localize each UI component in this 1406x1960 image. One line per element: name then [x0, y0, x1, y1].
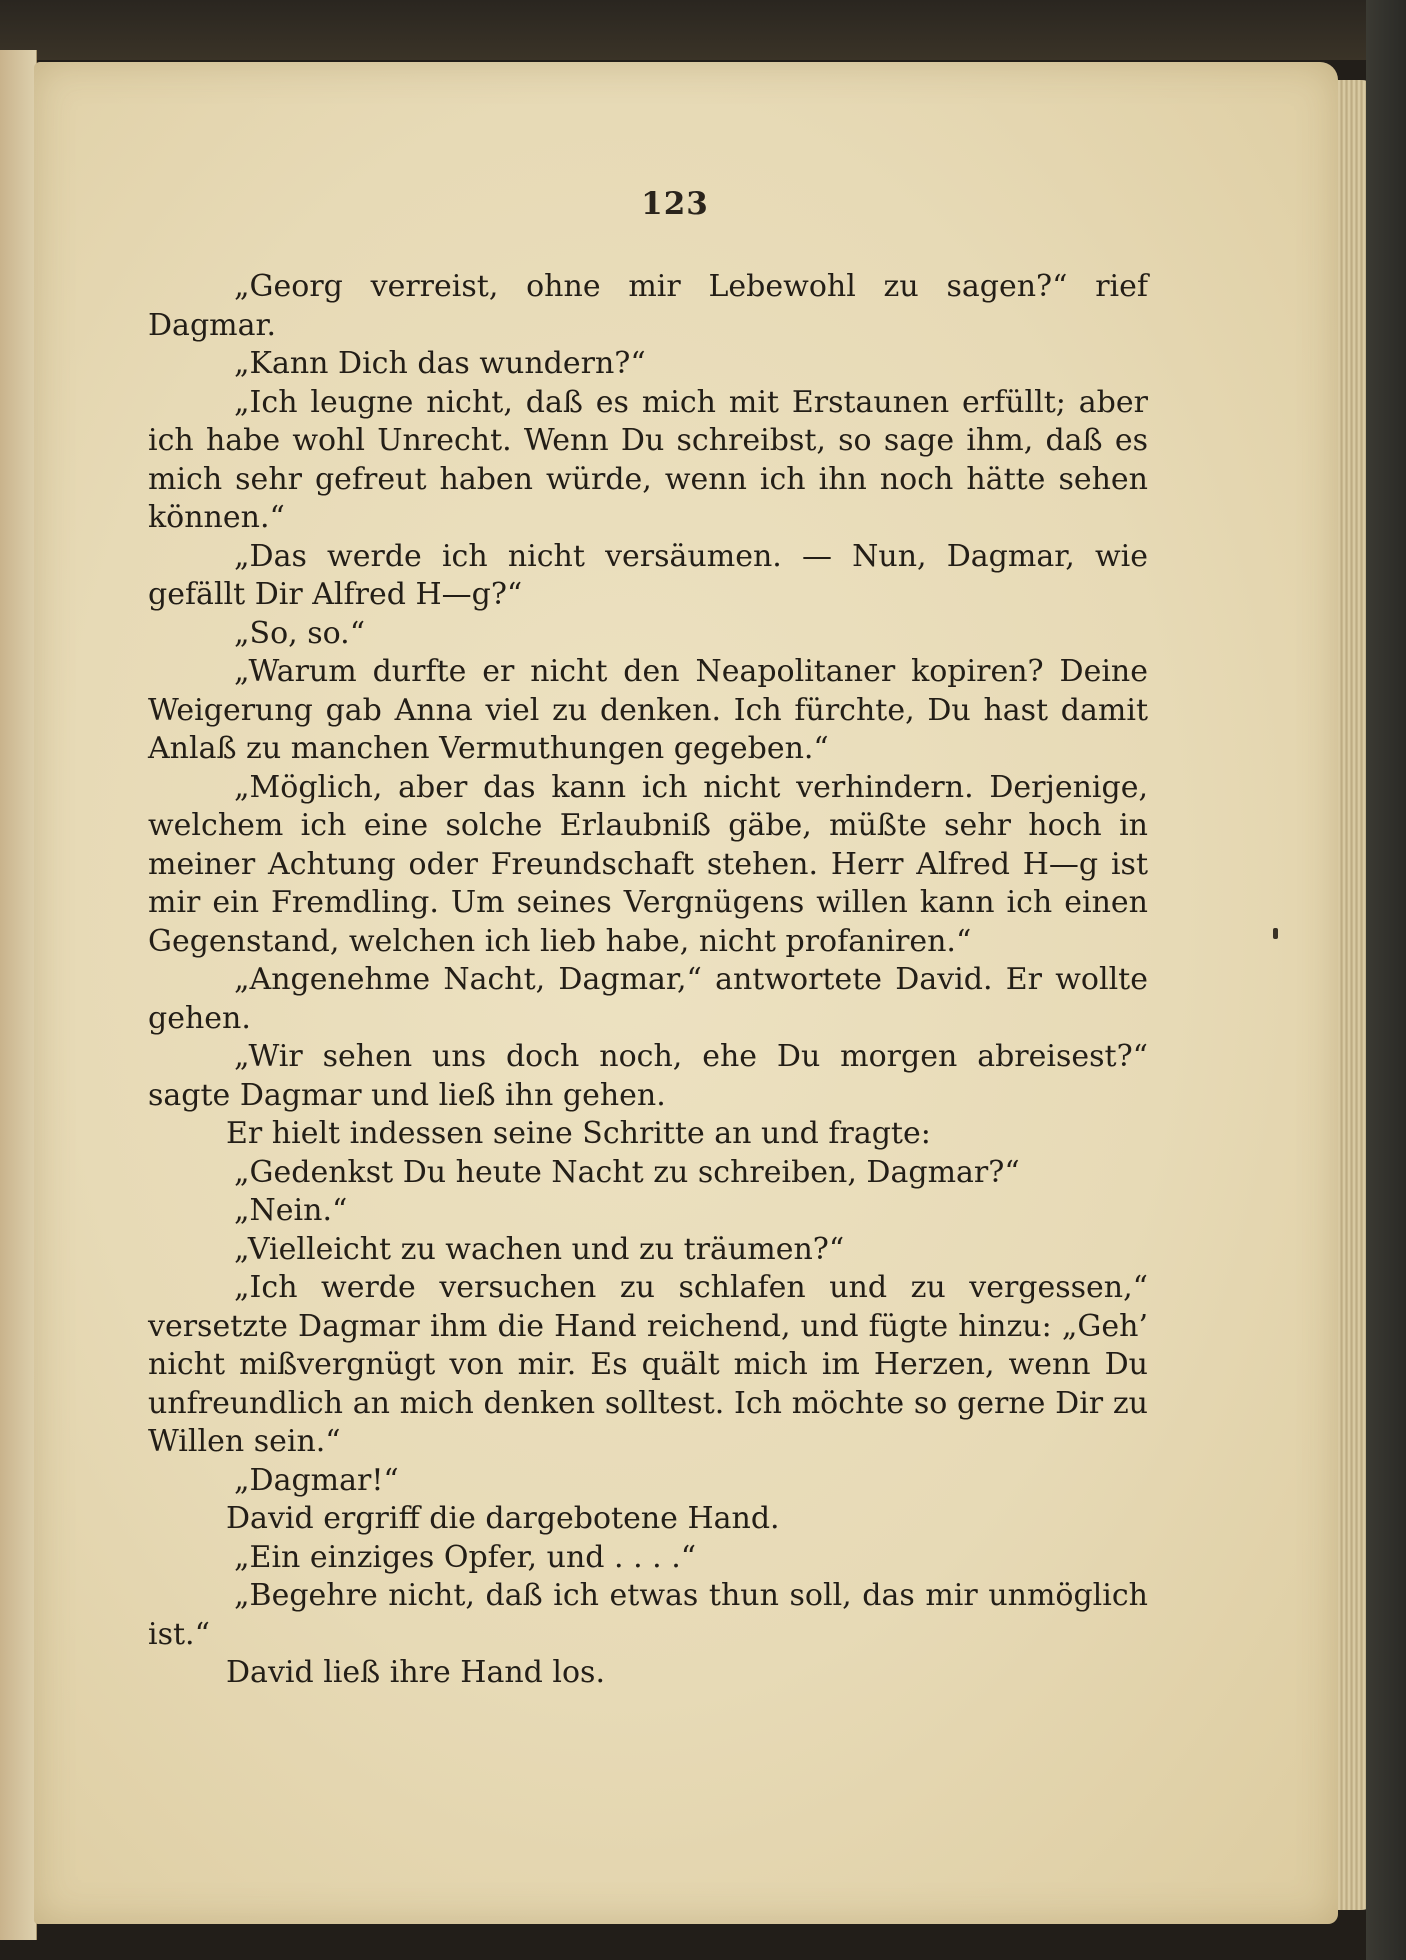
paragraph: „Dagmar!“	[234, 1462, 399, 1498]
paragraph: David ergriff die dargebotene Hand.	[226, 1501, 780, 1536]
paragraph: „Vielleicht zu wachen und zu träumen?“	[234, 1231, 845, 1267]
paragraph: „Ich werde versuchen zu schlafen und zu vergessen,“ versetzte Dagmar ihm die Hand reichend, und fügte hinzu: „Geh’ nicht mißvergnügt von mir. Es quält mich im Herzen, wenn Du unfreundlich an mich denken solltest. Ich möchte so gerne Dir zu Willen sein.“	[148, 1270, 1148, 1459]
book-cover-right-edge	[1366, 0, 1406, 1960]
page-text	[148, 268, 1148, 1693]
paragraph: „Warum durfte er nicht den Neapolitaner kopiren? Deine Weigerung gab Anna viel zu denken. Ich fürchte, Du hast damit Anlaß zu manchen Vermuthungen gegeben.“	[148, 654, 1148, 766]
paragraph: „Das werde ich nicht versäumen. — Nun, Dagmar, wie gefällt Dir Alfred H—g?“	[148, 538, 1148, 612]
paragraph: „Kann Dich das wundern?“	[234, 346, 646, 381]
paragraph: „Wir sehen uns doch noch, ehe Du morgen abreisest?“ sagte Dagmar und ließ ihn gehen.	[148, 1039, 1148, 1113]
paragraph: „Gedenkst Du heute Nacht zu schreiben, Dagmar?“	[234, 1154, 1020, 1190]
paragraph: „Georg verreist, ohne mir Lebewohl zu sagen?“ rief Dagmar.	[148, 269, 1148, 343]
paragraph: David ließ ihre Hand los.	[226, 1655, 605, 1690]
paragraph: „Ich leugne nicht, daß es mich mit Erstaunen erfüllt; aber ich habe wohl Unrecht. Wenn Du schreibst, so sage ihm, daß es mich sehr gefreut haben würde, wenn ich ihn noch hätte sehen können.“	[148, 384, 1148, 535]
page-number: 123	[641, 186, 709, 222]
paragraph: „Begehre nicht, daß ich etwas thun soll, das mir unmöglich ist.“	[148, 1578, 1148, 1652]
ink-speck	[1273, 928, 1278, 939]
paragraph: „Ein einziges Opfer, und . . . .“	[234, 1539, 697, 1575]
paragraph: Er hielt indessen seine Schritte an und fragte:	[226, 1116, 931, 1151]
facing-page-edge	[0, 50, 37, 1940]
book-cover-top-edge	[0, 0, 1406, 60]
paragraph: „So, so.“	[234, 615, 366, 651]
paragraph: „Möglich, aber das kann ich nicht verhindern. Derjenige, welchem ich eine solche Erlaubniß gäbe, müßte sehr hoch in meiner Achtung oder Freundschaft stehen. Herr Alfred H—g ist mir ein Fremdling. Um seines Vergnügens willen kann ich einen Gegenstand, welchen ich lieb habe, nicht profaniren.“	[148, 769, 1148, 959]
paragraph: „Nein.“	[234, 1193, 348, 1228]
paragraph: „Angenehme Nacht, Dagmar,“ antwortete David. Er wollte gehen.	[148, 962, 1148, 1036]
